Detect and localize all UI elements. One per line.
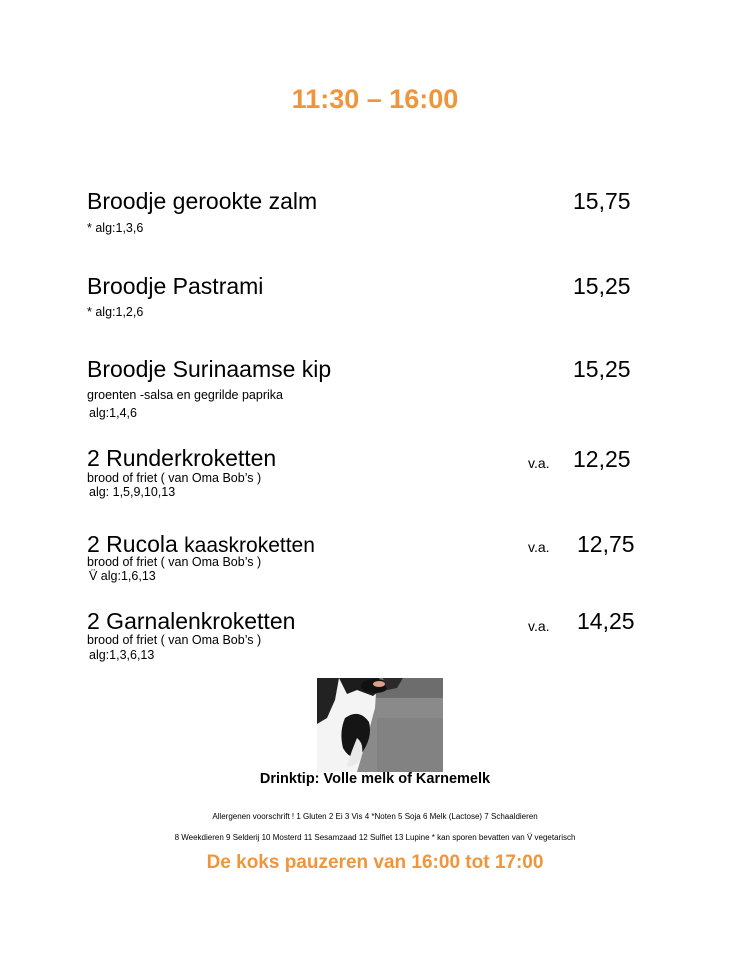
menu-item-name: Broodje Surinaamse kip bbox=[87, 356, 332, 382]
menu-item-name: 2 Rucola kaaskroketten bbox=[87, 531, 315, 557]
price-prefix: v.a. bbox=[528, 618, 550, 634]
cow-photo bbox=[317, 678, 443, 772]
price-prefix: v.a. bbox=[528, 455, 550, 471]
menu-item-price: 12,25 bbox=[573, 446, 631, 472]
menu-item-name: 2 Garnalenkroketten bbox=[87, 608, 296, 634]
menu-item-allergens: * alg:1,2,6 bbox=[87, 305, 144, 319]
allergen-legend-line-2: 8 Weekdieren 9 Selderij 10 Mosterd 11 Sesamzaad 12 Sulfiet 13 Lupine * kan sporen bevatten van V̈ vegetarisch bbox=[174, 833, 576, 842]
menu-item-description: groenten -salsa en gegrilde paprika bbox=[87, 388, 283, 402]
menu-item-price: 15,25 bbox=[573, 273, 631, 299]
menu-item-description: brood of friet ( van Oma Bob’s ) bbox=[87, 633, 262, 647]
menu-item-description: brood of friet ( van Oma Bob’s ) bbox=[87, 471, 262, 485]
menu-item-name: Broodje Pastrami bbox=[87, 273, 264, 299]
menu-item-price: 15,25 bbox=[573, 356, 631, 382]
menu-item-allergens: alg: 1,5,9,10,13 bbox=[89, 485, 176, 499]
menu-item-allergens: alg:1,4,6 bbox=[89, 406, 137, 420]
menu-item-allergens: * alg:1,3,6 bbox=[87, 221, 144, 235]
menu-item-name: 2 Runderkroketten bbox=[87, 445, 277, 471]
menu-item-description: brood of friet ( van Oma Bob’s ) bbox=[87, 555, 262, 569]
kitchen-pause-note: De koks pauzeren van 16:00 tot 17:00 bbox=[206, 852, 544, 873]
drink-tip: Drinktip: Volle melk of Karnemelk bbox=[259, 771, 491, 787]
opening-hours: 11:30 – 16:00 bbox=[291, 84, 459, 114]
cow-illustration bbox=[317, 678, 443, 772]
menu-item-allergens: alg:1,3,6,13 bbox=[89, 648, 155, 662]
allergen-legend-line-1: Allergenen voorschrift ! 1 Gluten 2 Ei 3 Vis 4 *Noten 5 Soja 6 Melk (Lactose) 7 Schaaldieren bbox=[212, 812, 538, 821]
menu-item-price: 12,75 bbox=[577, 531, 635, 557]
menu-item-allergens: V̈ alg:1,6,13 bbox=[89, 569, 156, 583]
menu-item-price: 15,75 bbox=[573, 188, 631, 214]
menu-item-name: Broodje gerookte zalm bbox=[87, 188, 318, 214]
price-prefix: v.a. bbox=[528, 539, 550, 555]
menu-item-price: 14,25 bbox=[577, 608, 635, 634]
